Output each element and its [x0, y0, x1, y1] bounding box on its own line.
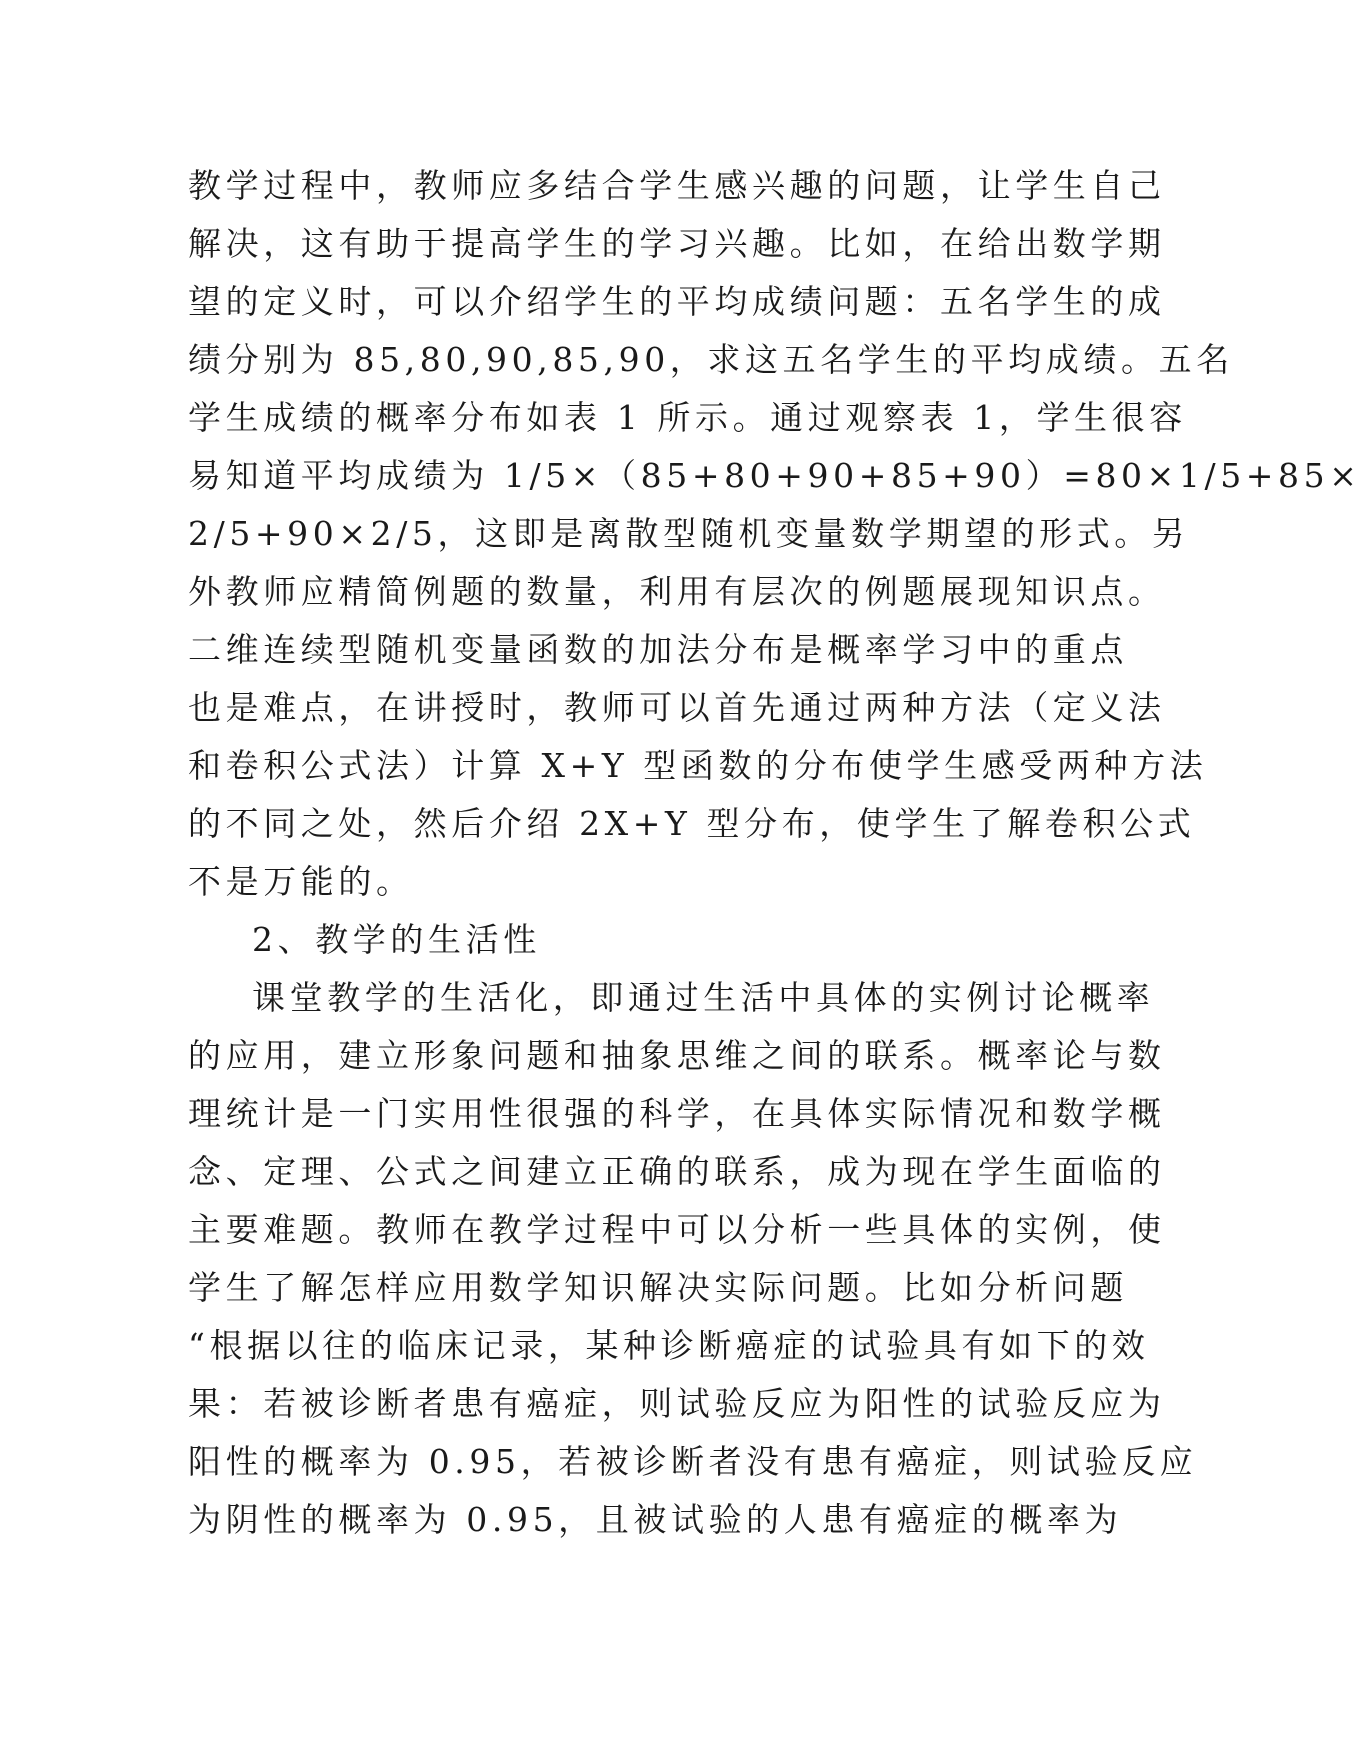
paragraph-line: 为阴性的概率为 0.95，且被试验的人患有癌症的概率为: [188, 1500, 1123, 1539]
paragraph-line: 绩分别为 85,80,90,85,90，求这五名学生的平均成绩。五名: [188, 340, 1234, 379]
paragraph-line: 教学过程中，教师应多结合学生感兴趣的问题，让学生自己: [188, 166, 1166, 205]
paragraph-line: 外教师应精简例题的数量，利用有层次的例题展现知识点。: [188, 572, 1166, 611]
paragraph-line: 学生成绩的概率分布如表 1 所示。通过观察表 1，学生很容: [188, 398, 1187, 437]
paragraph-line: “根据以往的临床记录，某种诊断癌症的试验具有如下的效: [188, 1326, 1150, 1365]
paragraph-line: 阳性的概率为 0.95，若被诊断者没有患有癌症，则试验反应: [188, 1442, 1198, 1481]
paragraph-line: 主要难题。教师在教学过程中可以分析一些具体的实例，使: [188, 1210, 1166, 1249]
paragraph-line: 学生了解怎样应用数学知识解决实际问题。比如分析问题: [188, 1268, 1128, 1307]
paragraph-line: 不是万能的。: [188, 862, 414, 901]
section-heading: 2、教学的生活性: [252, 920, 541, 959]
paragraph-line: 也是难点，在讲授时，教师可以首先通过两种方法（定义法: [188, 688, 1166, 727]
paragraph-line: 2/5+90×2/5，这即是离散型随机变量数学期望的形式。另: [188, 514, 1190, 553]
paragraph-line: 解决，这有助于提高学生的学习兴趣。比如，在给出数学期: [188, 224, 1166, 263]
paragraph-line: 念、定理、公式之间建立正确的联系，成为现在学生面临的: [188, 1152, 1166, 1191]
paragraph-line: 的不同之处，然后介绍 2X+Y 型分布，使学生了解卷积公式: [188, 804, 1196, 843]
paragraph-line: 课堂教学的生活化，即通过生活中具体的实例讨论概率: [252, 978, 1155, 1017]
paragraph-line: 的应用，建立形象问题和抽象思维之间的联系。概率论与数: [188, 1036, 1166, 1075]
paragraph-line: 理统计是一门实用性很强的科学，在具体实际情况和数学概: [188, 1094, 1166, 1133]
paragraph-line: 果：若被诊断者患有癌症，则试验反应为阳性的试验反应为: [188, 1384, 1166, 1423]
paragraph-line: 和卷积公式法）计算 X+Y 型函数的分布使学生感受两种方法: [188, 746, 1208, 785]
paragraph-line: 易知道平均成绩为 1/5×（85+80+90+85+90）=80×1/5+85×: [188, 456, 1362, 495]
paragraph-line: 望的定义时，可以介绍学生的平均成绩问题：五名学生的成: [188, 282, 1166, 321]
paragraph-line: 二维连续型随机变量函数的加法分布是概率学习中的重点: [188, 630, 1128, 669]
